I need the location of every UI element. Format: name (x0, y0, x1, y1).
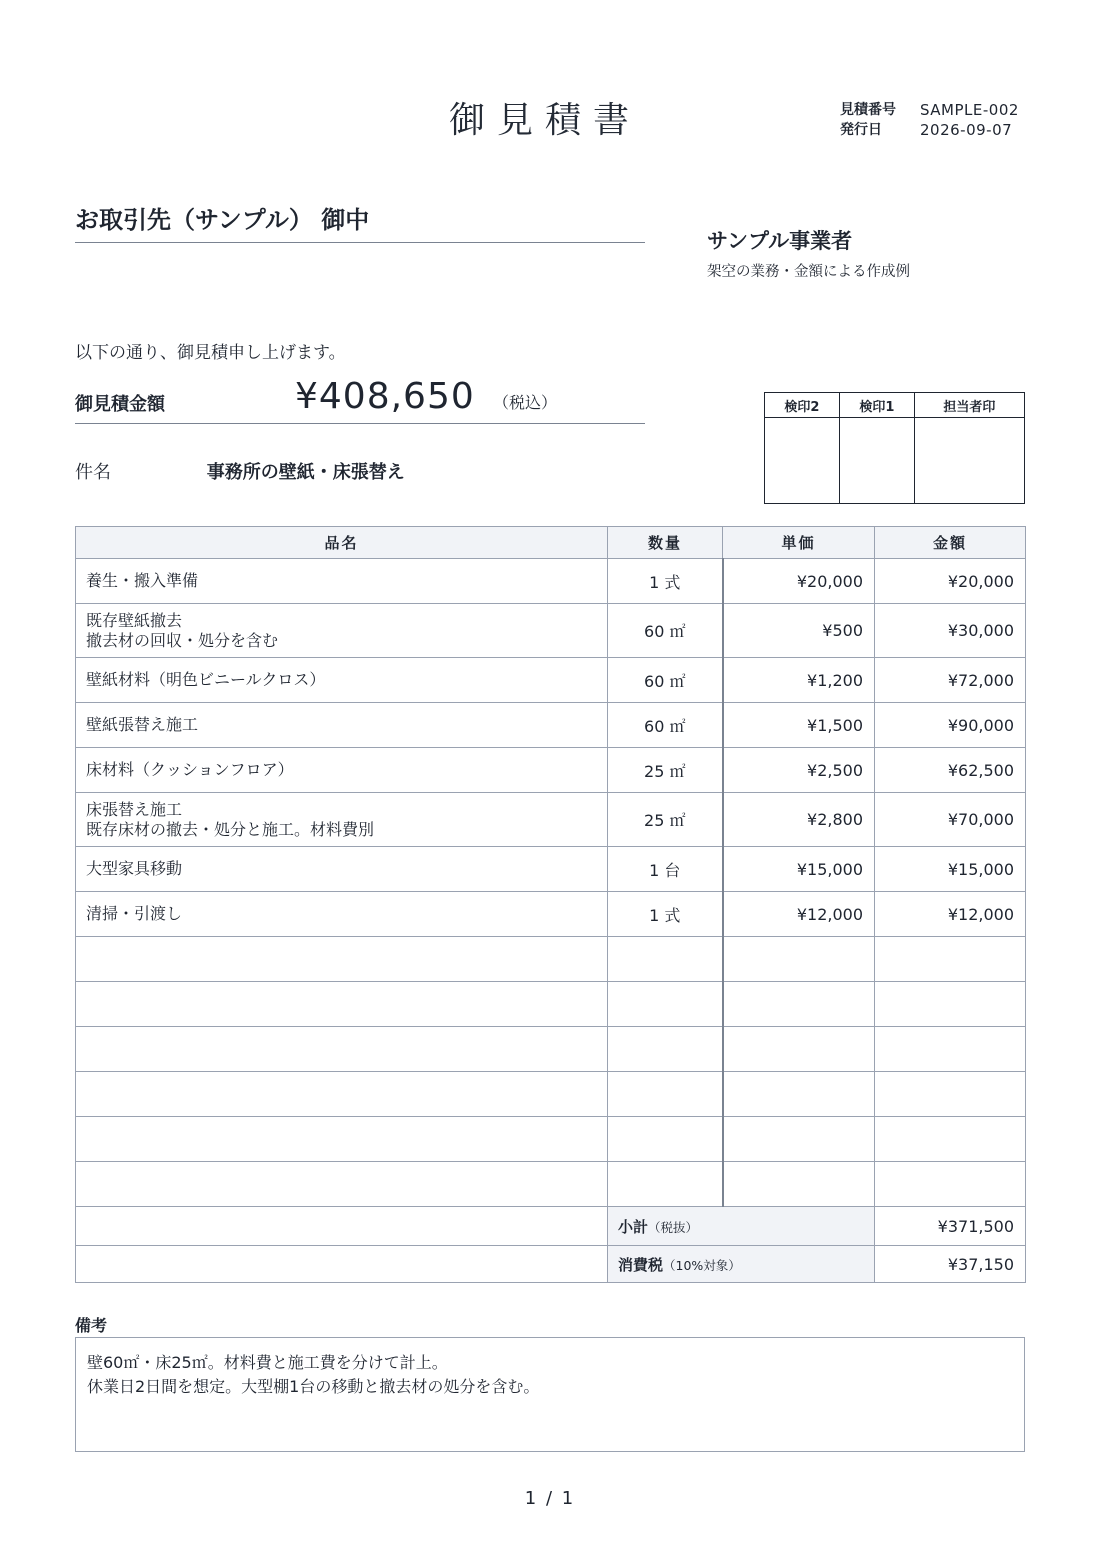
total-amount-value: ¥408,650 (295, 376, 475, 417)
item-amount: ¥90,000 (875, 703, 1026, 748)
empty-name-cell (76, 1072, 608, 1117)
tax-label: 消費税 (618, 1255, 664, 1274)
remarks-box (75, 1337, 1025, 1452)
table-row (76, 892, 1026, 937)
empty-amount-cell (875, 1117, 1026, 1162)
table-row (76, 847, 1026, 892)
item-unit-price: ¥20,000 (723, 559, 875, 604)
remarks-line: 壁60㎡・床25㎡。材料費と施工費を分けて計上。 (87, 1353, 448, 1372)
item-name-cell (76, 703, 608, 748)
item-unit-price: ¥15,000 (723, 847, 875, 892)
item-note: 撤去材の回収・処分を含む (86, 630, 279, 650)
empty-table-row (76, 1162, 1026, 1207)
item-name-cell (76, 847, 608, 892)
tax-row (76, 1246, 1026, 1283)
issuer-name: サンプル事業者 (707, 229, 853, 253)
remarks-heading: 備考 (75, 1316, 108, 1335)
table-header-row (76, 527, 1026, 559)
issue-date-value: 2026-09-07 (920, 121, 1013, 139)
item-note: 既存床材の撤去・処分と施工。材料費別 (86, 819, 375, 839)
intro-text: 以下の通り、御見積申し上げます。 (75, 343, 346, 363)
approval-stamps (764, 392, 1025, 504)
item-name-cell (76, 748, 608, 793)
quote-number-row (840, 100, 1019, 120)
item-name: 壁紙材料（明色ビニールクロス） (86, 670, 326, 689)
item-quantity: 60 ㎡ (608, 604, 723, 658)
stamp-header-person: 担当者印 (914, 393, 1024, 418)
stamp-box-check1 (839, 418, 914, 504)
empty-qty-cell (608, 982, 723, 1027)
table-row (76, 748, 1026, 793)
item-name: 床材料（クッションフロア） (86, 760, 294, 779)
item-unit-price: ¥1,200 (723, 658, 875, 703)
item-name: 養生・搬入準備 (86, 571, 199, 590)
document-title: 御見積書 (448, 100, 641, 141)
empty-name-cell (76, 1117, 608, 1162)
item-amount: ¥30,000 (875, 604, 1026, 658)
empty-qty-cell (608, 1117, 723, 1162)
item-quantity: 60 ㎡ (608, 658, 723, 703)
item-unit-price: ¥2,500 (723, 748, 875, 793)
item-name: 壁紙張替え施工 (86, 715, 199, 734)
table-row (76, 559, 1026, 604)
page-number: 1 / 1 (524, 1488, 576, 1509)
empty-unit-cell (723, 1072, 875, 1117)
item-amount: ¥12,000 (875, 892, 1026, 937)
item-amount: ¥72,000 (875, 658, 1026, 703)
empty-amount-cell (875, 1027, 1026, 1072)
table-row (76, 658, 1026, 703)
tax-sub: （10%対象） (663, 1257, 741, 1273)
empty-table-row (76, 937, 1026, 982)
item-amount: ¥15,000 (875, 847, 1026, 892)
stamp-box-check2 (765, 418, 840, 504)
empty-amount-cell (875, 937, 1026, 982)
total-amount-label: 御見積金額 (75, 394, 165, 415)
subtotal-row (76, 1207, 1026, 1246)
item-amount: ¥20,000 (875, 559, 1026, 604)
table-row (76, 604, 1026, 658)
issuer-note: 架空の業務・金額による作成例 (707, 264, 910, 280)
empty-table-row (76, 1027, 1026, 1072)
item-name: 清掃・引渡し (86, 904, 183, 923)
empty-qty-cell (608, 1072, 723, 1117)
quote-number-value: SAMPLE-002 (920, 101, 1019, 119)
stamp-header-check1: 検印1 (839, 393, 914, 418)
document-meta (840, 100, 1019, 140)
header-quantity: 数量 (608, 527, 723, 559)
empty-name-cell (76, 1027, 608, 1072)
empty-unit-cell (723, 1162, 875, 1207)
subtotal-label: 小計 (618, 1217, 649, 1236)
tax-spacer (76, 1246, 608, 1283)
item-name: 既存壁紙撤去 (86, 610, 183, 630)
empty-qty-cell (608, 1162, 723, 1207)
subtotal-spacer (76, 1207, 608, 1246)
item-quantity: 1 式 (608, 892, 723, 937)
empty-unit-cell (723, 1027, 875, 1072)
tax-value: ¥37,150 (875, 1246, 1026, 1283)
empty-qty-cell (608, 1027, 723, 1072)
total-amount-section (75, 370, 645, 424)
item-unit-price: ¥12,000 (723, 892, 875, 937)
empty-unit-cell (723, 1117, 875, 1162)
item-unit-price: ¥500 (723, 604, 875, 658)
item-name-cell (76, 658, 608, 703)
table-row (76, 793, 1026, 847)
empty-amount-cell (875, 1072, 1026, 1117)
stamp-header-check2: 検印2 (765, 393, 840, 418)
issue-date-label: 発行日 (840, 122, 882, 138)
tax-label-cell (608, 1246, 875, 1283)
subtotal-value: ¥371,500 (875, 1207, 1026, 1246)
item-unit-price: ¥2,800 (723, 793, 875, 847)
item-quantity: 25 ㎡ (608, 793, 723, 847)
subject-label: 件名 (75, 462, 111, 483)
stamp-box-person (914, 418, 1024, 504)
empty-name-cell (76, 937, 608, 982)
quote-number-label: 見積番号 (840, 102, 896, 118)
subtotal-label-cell (608, 1207, 875, 1246)
header-amount: 金額 (875, 527, 1026, 559)
remarks-line: 休業日2日間を想定。大型棚1台の移動と撤去材の処分を含む。 (87, 1377, 540, 1396)
item-quantity: 25 ㎡ (608, 748, 723, 793)
line-items-table (75, 526, 1026, 1283)
item-unit-price: ¥1,500 (723, 703, 875, 748)
empty-qty-cell (608, 937, 723, 982)
empty-table-row (76, 1117, 1026, 1162)
item-quantity: 1 台 (608, 847, 723, 892)
item-name-cell (76, 559, 608, 604)
item-quantity: 60 ㎡ (608, 703, 723, 748)
empty-name-cell (76, 982, 608, 1027)
table-row (76, 703, 1026, 748)
empty-unit-cell (723, 937, 875, 982)
item-name-cell (76, 604, 608, 658)
item-name: 床張替え施工 (86, 799, 183, 819)
item-name: 大型家具移動 (86, 859, 183, 878)
empty-table-row (76, 982, 1026, 1027)
item-quantity: 1 式 (608, 559, 723, 604)
item-amount: ¥62,500 (875, 748, 1026, 793)
subtotal-sub: （税抜） (648, 1219, 699, 1235)
header-item-name: 品名 (76, 527, 608, 559)
empty-table-row (76, 1072, 1026, 1117)
item-name-cell (76, 892, 608, 937)
client-name: お取引先（サンプル） 御中 (75, 200, 645, 243)
subject-row (75, 458, 405, 484)
subject-value: 事務所の壁紙・床張替え (206, 462, 405, 483)
tax-included-note: （税込） (493, 393, 558, 412)
empty-amount-cell (875, 1162, 1026, 1207)
item-name-cell (76, 793, 608, 847)
empty-unit-cell (723, 982, 875, 1027)
empty-name-cell (76, 1162, 608, 1207)
issue-date-row (840, 120, 1019, 140)
empty-amount-cell (875, 982, 1026, 1027)
header-unit-price: 単価 (723, 527, 875, 559)
item-amount: ¥70,000 (875, 793, 1026, 847)
